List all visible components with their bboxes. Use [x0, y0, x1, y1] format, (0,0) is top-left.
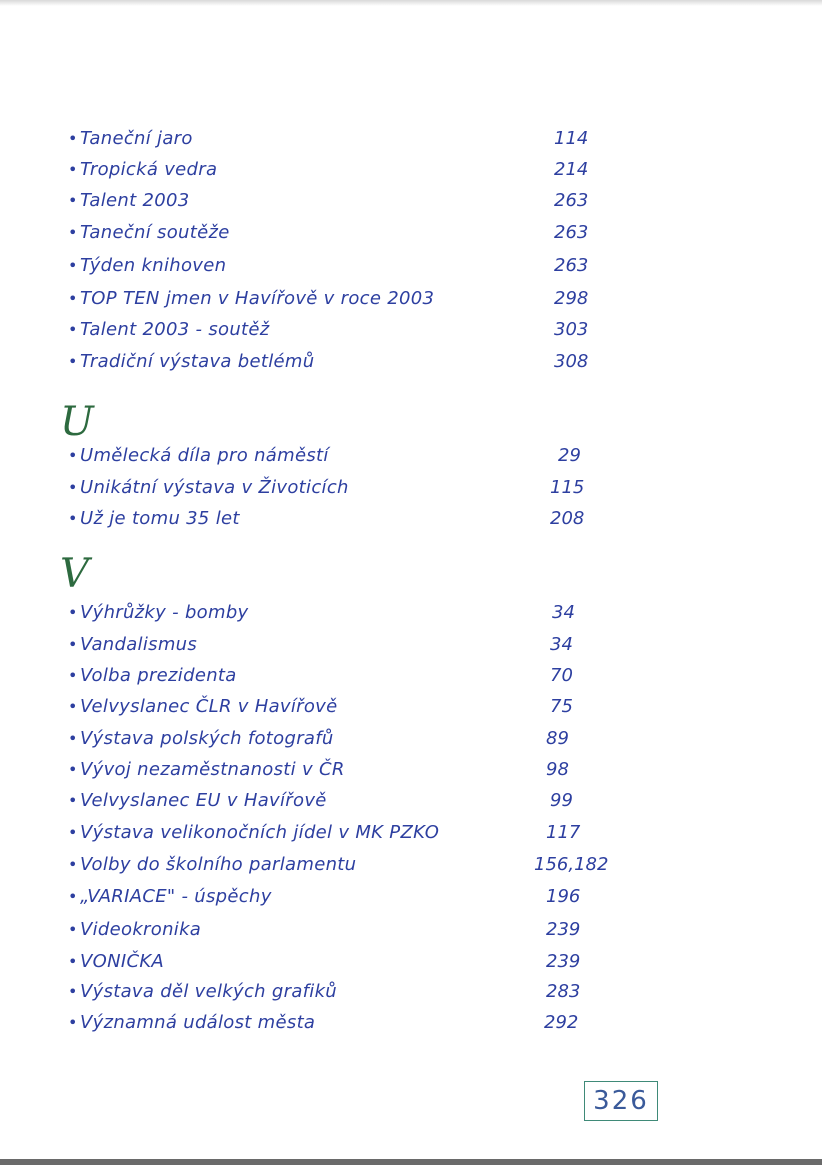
bullet: • — [68, 1013, 78, 1032]
bullet: • — [68, 129, 78, 148]
bullet: • — [68, 952, 78, 971]
page-number-box — [584, 1081, 658, 1121]
entry-page: 298 — [554, 288, 589, 309]
bullet: • — [68, 791, 78, 810]
page-number: 326 — [593, 1086, 649, 1116]
list-item — [68, 127, 668, 155]
bullet: • — [68, 603, 78, 622]
bullet: • — [68, 635, 78, 654]
list-item — [68, 287, 668, 315]
section-letter-v: V — [60, 551, 89, 597]
list-item — [68, 633, 668, 661]
entry-page: 239 — [546, 919, 581, 940]
list-item — [68, 444, 668, 472]
entry-title: Volby do školního parlamentu — [80, 854, 357, 875]
entry-page: 239 — [546, 951, 581, 972]
list-item — [68, 727, 668, 755]
entry-title: Volba prezidenta — [80, 665, 237, 686]
entry-title: „VARIACE" - úspěchy — [80, 886, 272, 907]
list-item — [68, 254, 668, 282]
list-item — [68, 980, 668, 1008]
list-item — [68, 853, 668, 881]
entry-page: 303 — [554, 319, 589, 340]
entry-page: 308 — [554, 351, 589, 372]
entry-title: Unikátní výstava v Životicích — [80, 477, 349, 498]
bullet: • — [68, 855, 78, 874]
entry-title: Významná událost města — [80, 1012, 316, 1033]
list-item — [68, 158, 668, 186]
entry-title: Talent 2003 - soutěž — [80, 319, 270, 340]
bullet: • — [68, 666, 78, 685]
bullet: • — [68, 920, 78, 939]
bullet: • — [68, 823, 78, 842]
entry-page: 156,182 — [534, 854, 609, 875]
entry-page: 98 — [546, 759, 569, 780]
entry-title: Týden knihoven — [80, 255, 227, 276]
entry-page: 196 — [546, 886, 581, 907]
entry-title: Velvyslanec EU v Havířově — [80, 790, 327, 811]
scan-bottom-edge — [0, 1159, 822, 1165]
entry-title: Výstava velikonočních jídel v MK PZKO — [80, 822, 440, 843]
entry-page: 34 — [552, 602, 575, 623]
bullet: • — [68, 352, 78, 371]
entry-page: 114 — [554, 128, 589, 149]
entry-title: Velvyslanec ČLR v Havířově — [80, 696, 338, 717]
bullet: • — [68, 160, 78, 179]
entry-title: Tradiční výstava betlémů — [80, 351, 315, 372]
list-item — [68, 221, 668, 249]
bullet: • — [68, 760, 78, 779]
bullet: • — [68, 478, 78, 497]
list-item — [68, 476, 668, 504]
bullet: • — [68, 509, 78, 528]
entry-title: Už je tomu 35 let — [80, 508, 240, 529]
bullet: • — [68, 729, 78, 748]
entry-title: Videokronika — [80, 919, 202, 940]
entry-page: 292 — [544, 1012, 579, 1033]
entry-title: Výstava polských fotografů — [80, 728, 334, 749]
list-item — [68, 758, 668, 786]
entry-title: Umělecká díla pro náměstí — [80, 445, 329, 466]
entry-page: 115 — [550, 477, 585, 498]
bullet: • — [68, 887, 78, 906]
list-item — [68, 950, 668, 978]
list-item — [68, 789, 668, 817]
bullet: • — [68, 982, 78, 1001]
entry-page: 99 — [550, 790, 573, 811]
list-item — [68, 1011, 668, 1039]
entry-title: Tropická vedra — [80, 159, 218, 180]
entry-title: Talent 2003 — [80, 190, 190, 211]
entry-page: 89 — [546, 728, 569, 749]
entry-title: Výstava děl velkých grafiků — [80, 981, 338, 1002]
bullet: • — [68, 320, 78, 339]
list-item — [68, 885, 668, 913]
entry-page: 214 — [554, 159, 589, 180]
section-letter-u: U — [60, 399, 94, 445]
entry-title: Vývoj nezaměstnanosti v ČR — [80, 759, 345, 780]
entry-page: 34 — [550, 634, 573, 655]
entry-page: 263 — [554, 222, 589, 243]
entry-title: Vandalismus — [80, 634, 198, 655]
list-item — [68, 664, 668, 692]
bullet: • — [68, 256, 78, 275]
bullet: • — [68, 446, 78, 465]
entry-page: 208 — [550, 508, 585, 529]
entry-page: 283 — [546, 981, 581, 1002]
entry-title: VONIČKA — [80, 951, 165, 972]
list-item — [68, 821, 668, 849]
entry-title: Taneční soutěže — [80, 222, 230, 243]
entry-title: Výhrůžky - bomby — [80, 602, 249, 623]
list-item — [68, 601, 668, 629]
entry-page: 75 — [550, 696, 573, 717]
list-item — [68, 350, 668, 378]
entry-page: 70 — [550, 665, 573, 686]
entry-page: 29 — [558, 445, 581, 466]
bullet: • — [68, 223, 78, 242]
list-item — [68, 507, 668, 535]
entry-page: 117 — [546, 822, 581, 843]
bullet: • — [68, 697, 78, 716]
entry-title: Taneční jaro — [80, 128, 193, 149]
list-item — [68, 918, 668, 946]
entry-title: TOP TEN jmen v Havířově v roce 2003 — [80, 288, 435, 309]
entry-page: 263 — [554, 255, 589, 276]
list-item — [68, 695, 668, 723]
list-item — [68, 189, 668, 217]
scan-top-edge — [0, 0, 822, 6]
bullet: • — [68, 289, 78, 308]
bullet: • — [68, 191, 78, 210]
entry-page: 263 — [554, 190, 589, 211]
list-item — [68, 318, 668, 346]
